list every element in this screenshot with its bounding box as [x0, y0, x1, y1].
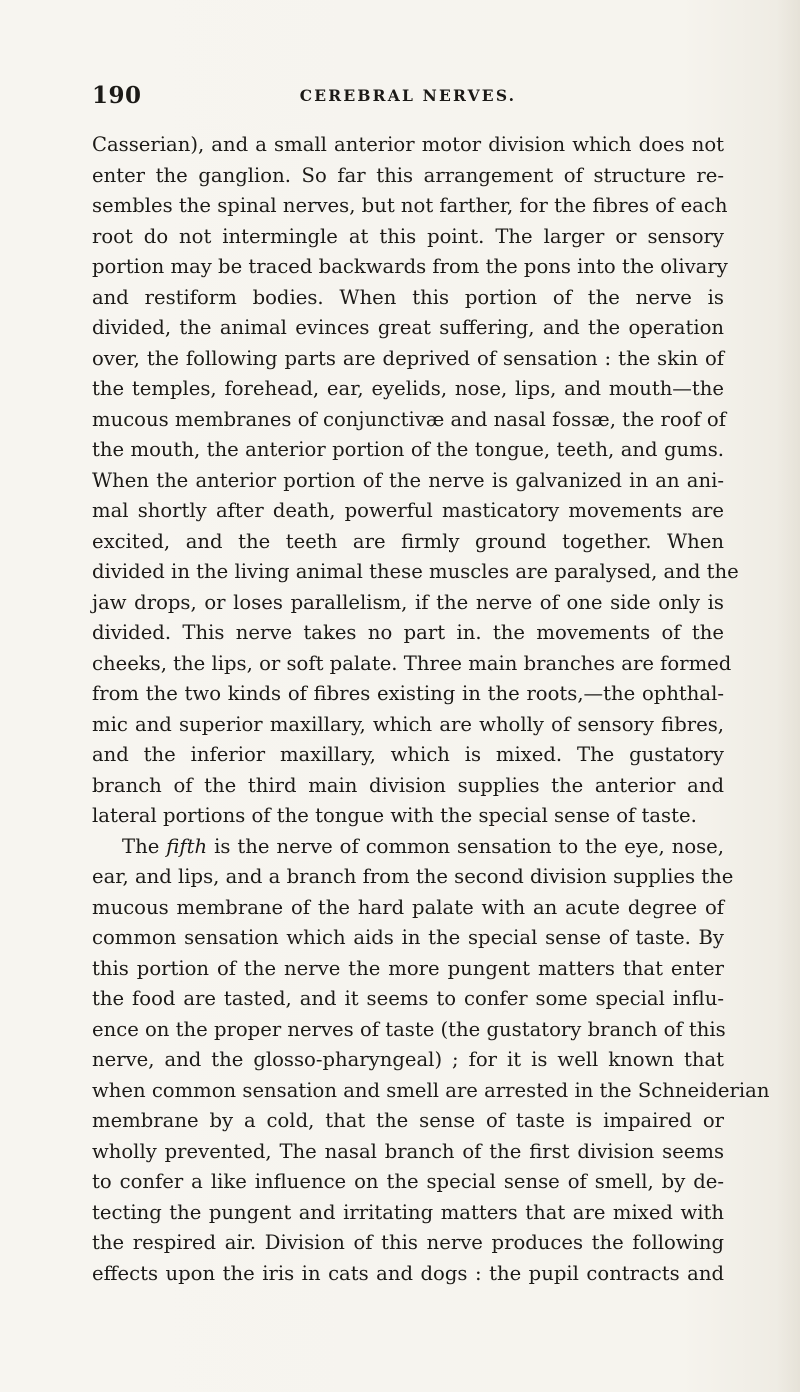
text-line: lateral portions of the tongue with the special sense of taste.	[92, 804, 697, 827]
text-line: the respired air. Division of this nerve produces the following	[92, 1231, 724, 1254]
text-line: the food are tasted, and it seems to confer some special influ-	[92, 987, 724, 1010]
para2-lead: The	[122, 834, 160, 858]
text-line: ence on the proper nerves of taste (the gustatory branch of this	[92, 1017, 726, 1041]
text-line: membrane by a cold, that the sense of taste is impaired or	[92, 1109, 724, 1132]
text-line: common sensation which aids in the special sense of taste. By	[92, 926, 724, 949]
text-line: over, the following parts are deprived of sensation : the skin of	[92, 346, 724, 370]
text-line: effects upon the iris in cats and dogs : the pupil contracts and	[92, 1261, 724, 1285]
text-line: the mouth, the anterior portion of the tongue, teeth, and gums.	[92, 438, 724, 461]
text-line: enter the ganglion. So far this arrangement of structure re-	[92, 163, 724, 187]
text-line: When the anterior portion of the nerve is galvanized in an ani-	[92, 468, 724, 492]
text-line: and restiform bodies. When this portion of the nerve is	[92, 285, 724, 309]
paragraph-2	[92, 832, 770, 1290]
text-line: mal shortly after death, powerful masticatory movements are	[92, 499, 724, 522]
text-line: Casserian), and a small anterior motor division which does not	[92, 133, 724, 156]
page-number: 190	[92, 82, 142, 109]
text-line: from the two kinds of fibres existing in the roots,—the ophthal-	[92, 682, 724, 705]
para2-first-rest: is the nerve of common sensation to the eye, nose,	[214, 834, 725, 858]
text-line: to confer a like influence on the special sense of smell, by de-	[92, 1170, 724, 1193]
text-line: ear, and lips, and a branch from the second division supplies the	[92, 865, 734, 888]
text-line: tecting the pungent and irritating matters that are mixed with	[92, 1200, 724, 1224]
text-line: mucous membranes of conjunctivæ and nasal fossæ, the roof of	[92, 407, 726, 431]
text-line: cheeks, the lips, or soft palate. Three main branches are formed	[92, 651, 732, 675]
body-text	[92, 130, 770, 1289]
text-line: portion may be traced backwards from the pons into the olivary	[92, 255, 728, 278]
text-line: sembles the spinal nerves, but not farther, for the fibres of each	[92, 194, 728, 217]
text-line: divided in the living animal these muscles are paralysed, and the	[92, 560, 739, 583]
text-line: this portion of the nerve the more pungent matters that enter	[92, 956, 724, 980]
running-head: CEREBRAL NERVES.	[299, 86, 517, 105]
text-line: jaw drops, or loses parallelism, if the nerve of one side only is	[92, 590, 724, 614]
text-line: wholly prevented, The nasal branch of the first division seems	[92, 1139, 724, 1163]
text-line	[92, 832, 724, 863]
text-line: mucous membrane of the hard palate with an acute degree of	[92, 895, 724, 919]
text-line: branch of the third main division supplies the anterior and	[92, 773, 724, 797]
text-line: divided. This nerve takes no part in. the movements of the	[92, 621, 724, 644]
text-line: excited, and the teeth are firmly ground together. When	[92, 529, 724, 553]
text-line: the temples, forehead, ear, eyelids, nose, lips, and mouth—the	[92, 377, 724, 400]
text-line: root do not intermingle at this point. The larger or sensory	[92, 224, 724, 248]
text-line: divided, the animal evinces great suffering, and the operation	[92, 316, 724, 339]
text-line: mic and superior maxillary, which are wholly of sensory fibres,	[92, 712, 724, 736]
text-line: nerve, and the glosso-pharyngeal) ; for it is well known that	[92, 1048, 724, 1071]
page-header	[92, 82, 724, 112]
text-line: when common sensation and smell are arrested in the Schneiderian	[92, 1078, 770, 1102]
para2-italic-word: fifth	[166, 834, 208, 858]
paragraph-1	[92, 130, 739, 832]
text-line: and the inferior maxillary, which is mixed. The gustatory	[92, 743, 724, 766]
